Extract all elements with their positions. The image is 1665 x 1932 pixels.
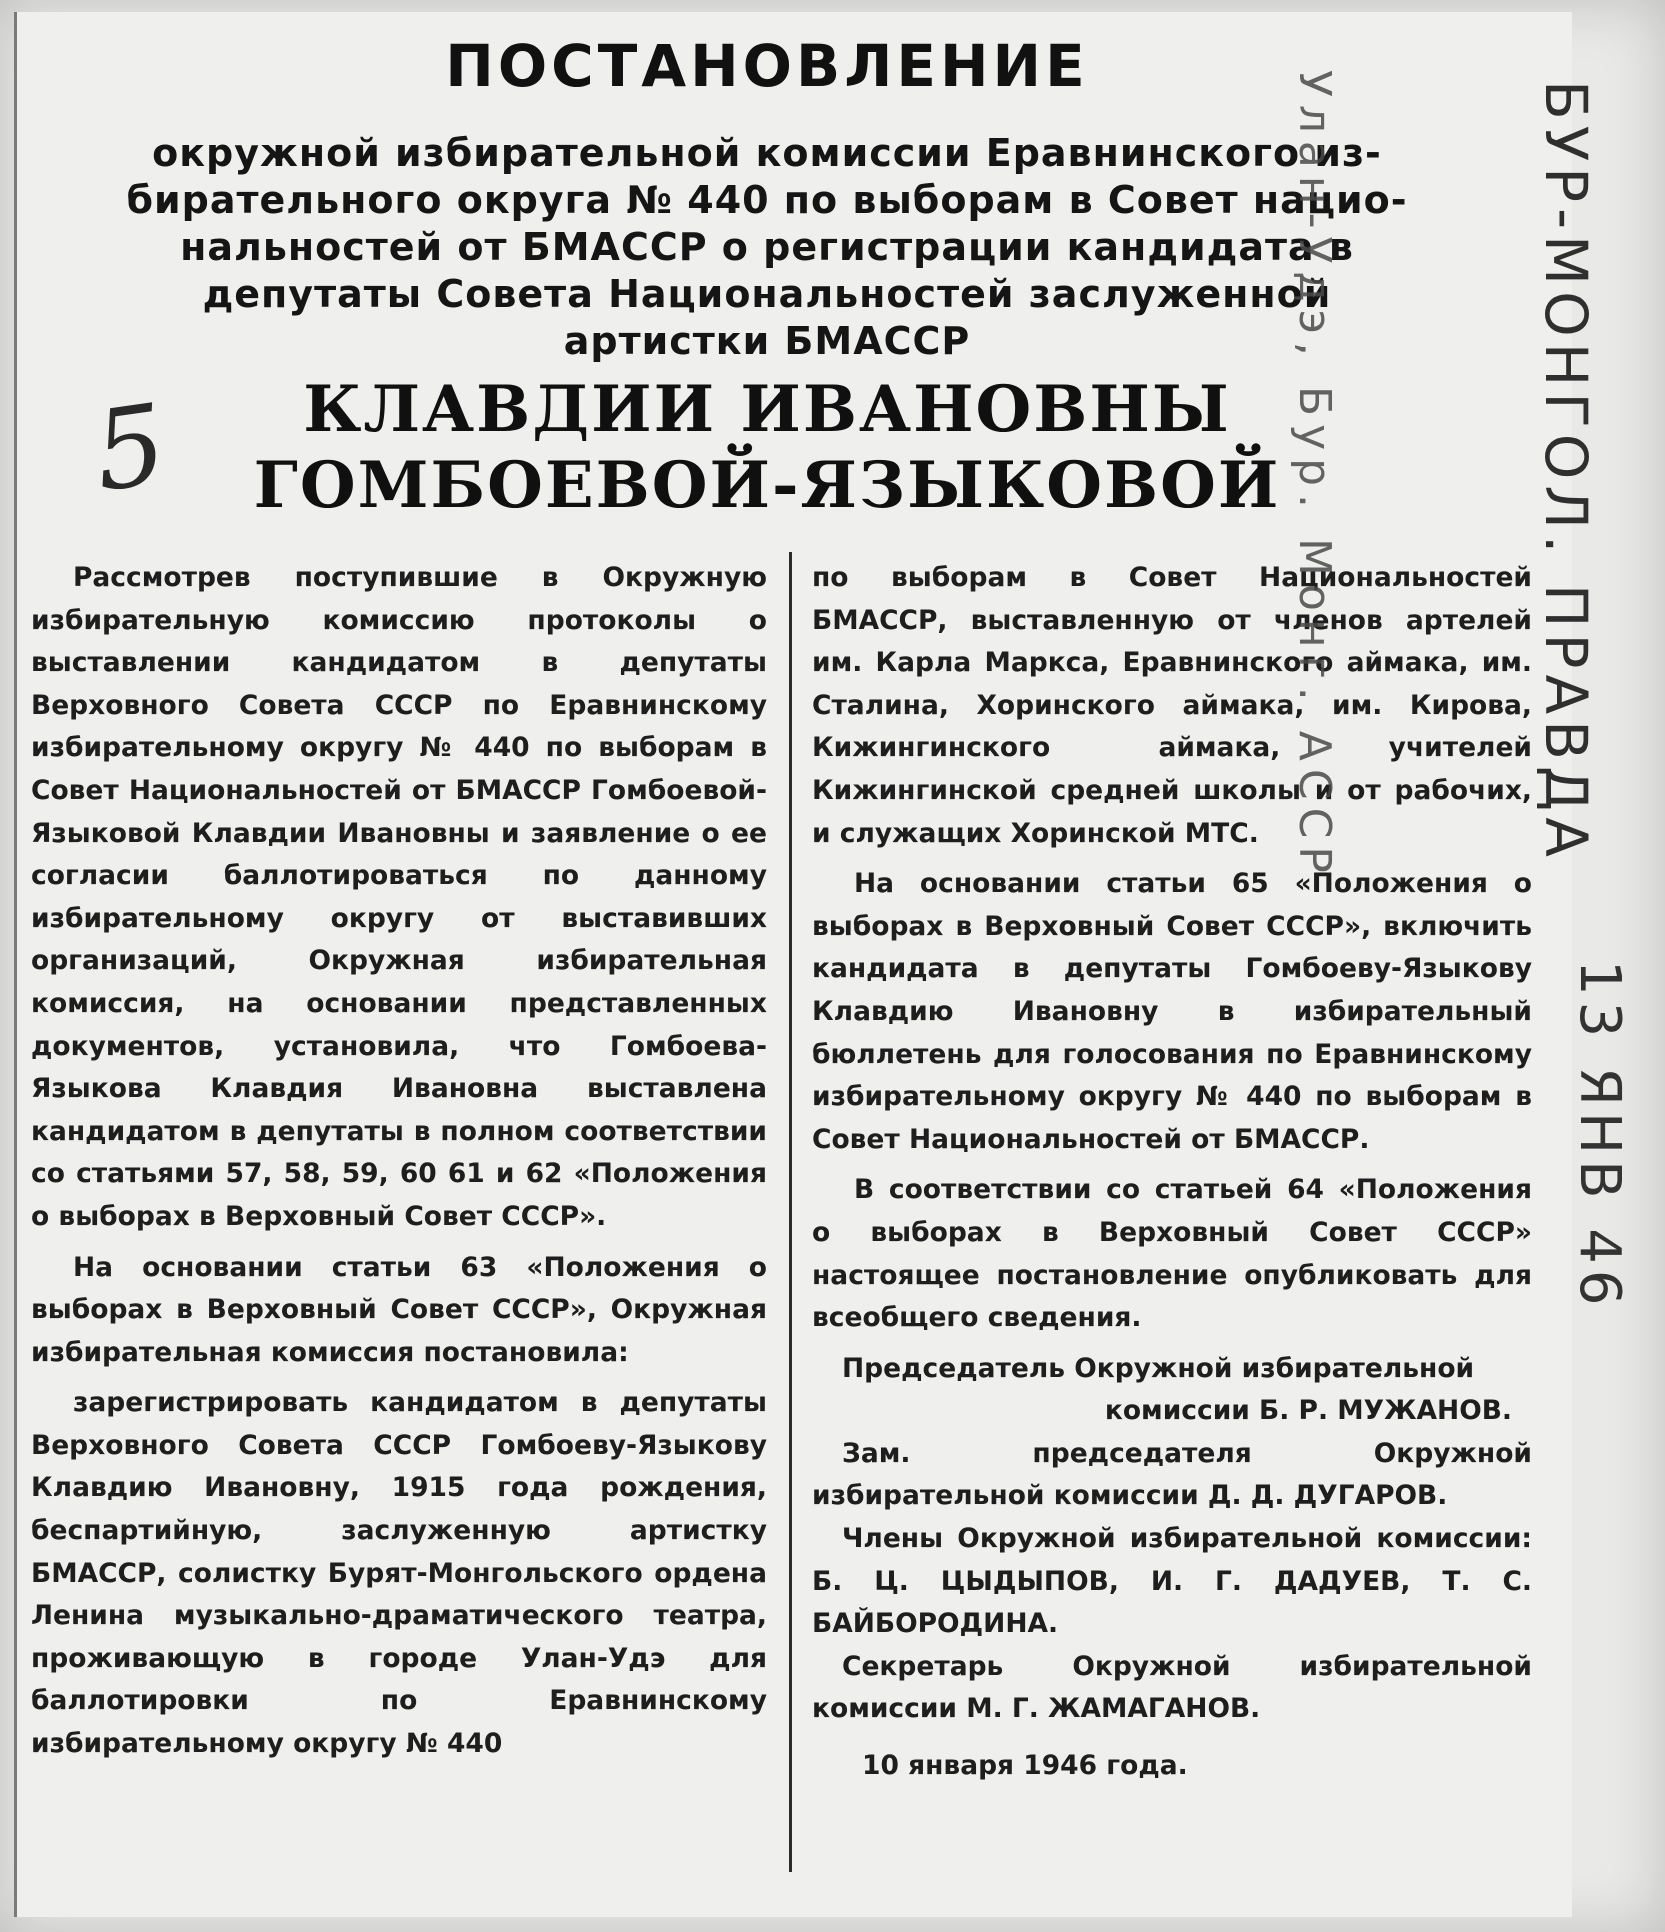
date-stamp: 13 ЯНВ 46 (1567, 960, 1632, 1312)
chair-name-line: комиссии Б. Р. МУЖАНОВ. (1104, 1395, 1512, 1427)
paragraph: Рассмотрев поступившие в Окружную избирательную комиссию протоколы о выставлении кандидатом в депутаты Верховного Совета СССР по Еравнинскому избирательному округу № 440 по выборам в Совет Национальностей от БМАССР Гомбоевой-Языковой Клавдии Ивановны и заявление о ее согласии баллотироваться по данному избирательному округу от выставивших организаций, Окружная избирательная комиссия, на основании представленных документов, установила, что Гомбоева-Языкова Клавдия Ивановна выставлена кандидатом в депутаты в полном соответствии со статьями 57, 58, 59, 60 61 и 62 «Положения о выборах в Верховный Совет СССР». (31, 562, 767, 1232)
secretary-line: Секретарь Окружной избирательной комиссии М. Г. ЖАМАГАНОВ. (812, 1650, 1532, 1725)
chair-line: Председатель Окружной избирательной (842, 1352, 1475, 1384)
left-column (31, 557, 767, 1774)
subtitle-line: депутаты Совета Национальностей заслуженной (202, 272, 1332, 316)
paragraph: зарегистрировать кандидатом в депутаты Верховного Совета СССР Гомбоеву-Языкову Клавдию Ивановну, 1915 года рождения, беспартийную, заслуженную артистку БМАССР, солистку Бурят-Монгольского ордена Ленина музыкально-драматического театра, проживающую в городе Улан-Удэ для баллотировки по Еравнинскому избирательному округу № 440 (31, 1387, 767, 1760)
subtitle-line: окружной избирательной комиссии Еравнинского из- (152, 131, 1382, 175)
paragraph: В соответствии со статьей 64 «Положения о выборах в Верховный Совет СССР» настоящее постановление опубликовать для всеобщего сведения. (812, 1174, 1532, 1334)
candidate-name-line: КЛАВДИИ ИВАНОВНЫ (303, 372, 1231, 447)
members-line: Члены Окружной избирательной комиссии: Б. Ц. ЦЫДЫПОВ, И. Г. ДАДУЕВ, Т. С. БАЙБОРОДИНА. (812, 1523, 1532, 1640)
paragraph: На основании статьи 63 «Положения о выборах в Верховный Совет СССР», Окружная избирательная комиссия постановила: (31, 1251, 767, 1368)
deputy-line: Зам. председателя Окружной избирательной комиссии Д. Д. ДУГАРОВ. (812, 1437, 1532, 1512)
signature-block (812, 1348, 1532, 1788)
paragraph: по выборам в Совет Национальностей БМАССР, выставленную от членов артелей им. Карла Маркса, Еравнинского аймака, им. Сталина, Хоринского аймака, им. Кирова, Кижингинского аймака, учителей Кижингинской средней школы и от рабочих, и служащих Хоринской МТС. (812, 562, 1532, 849)
candidate-name-line: ГОМБОЕВОЙ-ЯЗЫКОВОЙ (253, 448, 1281, 523)
column-divider (789, 552, 792, 1872)
subtitle-line: артистки БМАССР (563, 319, 971, 363)
right-column (812, 557, 1532, 1788)
document-date: 10 января 1946 года. (862, 1750, 1188, 1782)
subtitle-line: бирательного округа № 440 по выборам в Совет нацио- (126, 178, 1408, 222)
archive-stamp: Улан-Удэ, Бур. Монг. АССР (1289, 70, 1340, 881)
newspaper-stamp: БУР-МОНГОЛ. ПРАВДА (1532, 80, 1600, 863)
paragraph: На основании статьи 65 «Положения о выборах в Верховный Совет СССР», включить кандидата в депутаты Гомбоеву-Языкову Клавдию Ивановну в избирательный бюллетень для голосования по Еравнинскому избирательному округу № 440 по выборам в Совет Национальностей от БМАССР. (812, 868, 1532, 1155)
handwritten-number-mark: 5 (86, 379, 174, 517)
subtitle-line: нальностей от БМАССР о регистрации кандидата в (180, 225, 1354, 269)
document-title: ПОСТАНОВЛЕНИЕ (445, 32, 1089, 100)
